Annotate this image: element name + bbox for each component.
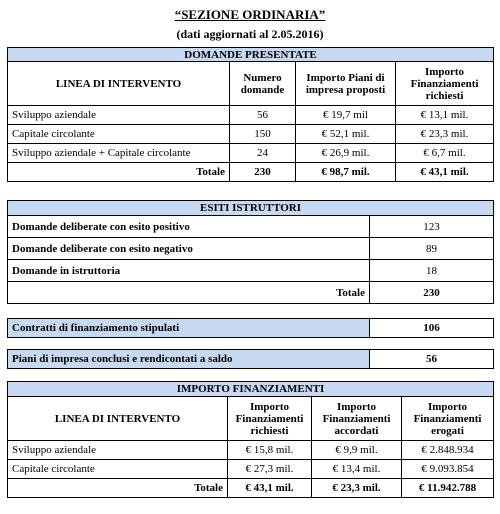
cell: Domande in istruttoria: [8, 260, 370, 282]
column-header: Importo Finanziamenti richiesti: [396, 62, 494, 106]
cell: € 19,7 mil: [296, 106, 396, 125]
cell: Domande deliberate con esito negativo: [8, 238, 370, 260]
table-row: [8, 441, 494, 460]
cell: Sviluppo aziendale: [8, 441, 228, 460]
cell: € 52,1 mil.: [296, 125, 396, 144]
cell: € 9,9 mil.: [312, 441, 402, 460]
cell: 24: [230, 144, 296, 163]
total-label: Totale: [8, 282, 370, 304]
total-cell: € 11.942.788: [402, 479, 494, 498]
piani-value: 56: [370, 350, 494, 369]
column-header: Importo Finanziamenti richiesti: [228, 397, 312, 441]
table-header: IMPORTO FINANZIAMENTI: [8, 382, 494, 397]
cell: Capitale circolante: [8, 460, 228, 479]
contratti-table: [7, 318, 494, 338]
table-row: [8, 144, 494, 163]
cell: Sviluppo aziendale: [8, 106, 230, 125]
cell: € 26,9 mil.: [296, 144, 396, 163]
table-header: ESITI ISTRUTTORI: [8, 201, 494, 216]
contratti-value: 106: [370, 319, 494, 338]
cell: € 6,7 mil.: [396, 144, 494, 163]
cell: Sviluppo aziendale + Capitale circolante: [8, 144, 230, 163]
total-cell: 230: [370, 282, 494, 304]
cell: Capitale circolante: [8, 125, 230, 144]
contratti-label: Contratti di finanziamento stipulati: [8, 319, 370, 338]
domande-presentate-table: [7, 47, 494, 182]
cell: € 15,8 mil.: [228, 441, 312, 460]
cell: € 13,1 mil.: [396, 106, 494, 125]
cell: 123: [370, 216, 494, 238]
piani-table: [7, 349, 494, 369]
total-cell: € 43,1 mil.: [396, 163, 494, 182]
cell: € 13,4 mil.: [312, 460, 402, 479]
esiti-istruttori-table: [7, 200, 494, 304]
cell: € 2.848.934: [402, 441, 494, 460]
piani-label: Piani di impresa conclusi e rendicontati a saldo: [8, 350, 370, 369]
cell: 150: [230, 125, 296, 144]
column-header: LINEA DI INTERVENTO: [8, 62, 230, 106]
total-label: Totale: [8, 163, 230, 182]
column-header: LINEA DI INTERVENTO: [8, 397, 228, 441]
table-row: [8, 238, 494, 260]
cell: € 9.093.854: [402, 460, 494, 479]
column-header: Importo Finanziamenti erogati: [402, 397, 494, 441]
cell: 89: [370, 238, 494, 260]
column-header: Importo Finanziamenti accordati: [312, 397, 402, 441]
table-row: [8, 460, 494, 479]
cell: Domande deliberate con esito positivo: [8, 216, 370, 238]
table-row: [8, 106, 494, 125]
column-header: Importo Piani di impresa proposti: [296, 62, 396, 106]
column-header: Numero domande: [230, 62, 296, 106]
total-cell: 230: [230, 163, 296, 182]
cell: € 23,3 mil.: [396, 125, 494, 144]
cell: 18: [370, 260, 494, 282]
table-row: [8, 260, 494, 282]
total-row: [8, 282, 494, 304]
table-header: DOMANDE PRESENTATE: [8, 48, 494, 62]
total-row: [8, 479, 494, 498]
cell: € 27,3 mil.: [228, 460, 312, 479]
table-row: [8, 125, 494, 144]
total-label: Totale: [8, 479, 228, 498]
total-cell: € 43,1 mil.: [228, 479, 312, 498]
total-cell: € 23,3 mil.: [312, 479, 402, 498]
page-subtitle: (dati aggiornati al 2.05.2016): [176, 27, 324, 41]
cell: 56: [230, 106, 296, 125]
total-cell: € 98,7 mil.: [296, 163, 396, 182]
page-title: “SEZIONE ORDINARIA”: [174, 7, 326, 22]
table-row: [8, 216, 494, 238]
importo-finanziamenti-table: [7, 381, 494, 498]
total-row: [8, 163, 494, 182]
